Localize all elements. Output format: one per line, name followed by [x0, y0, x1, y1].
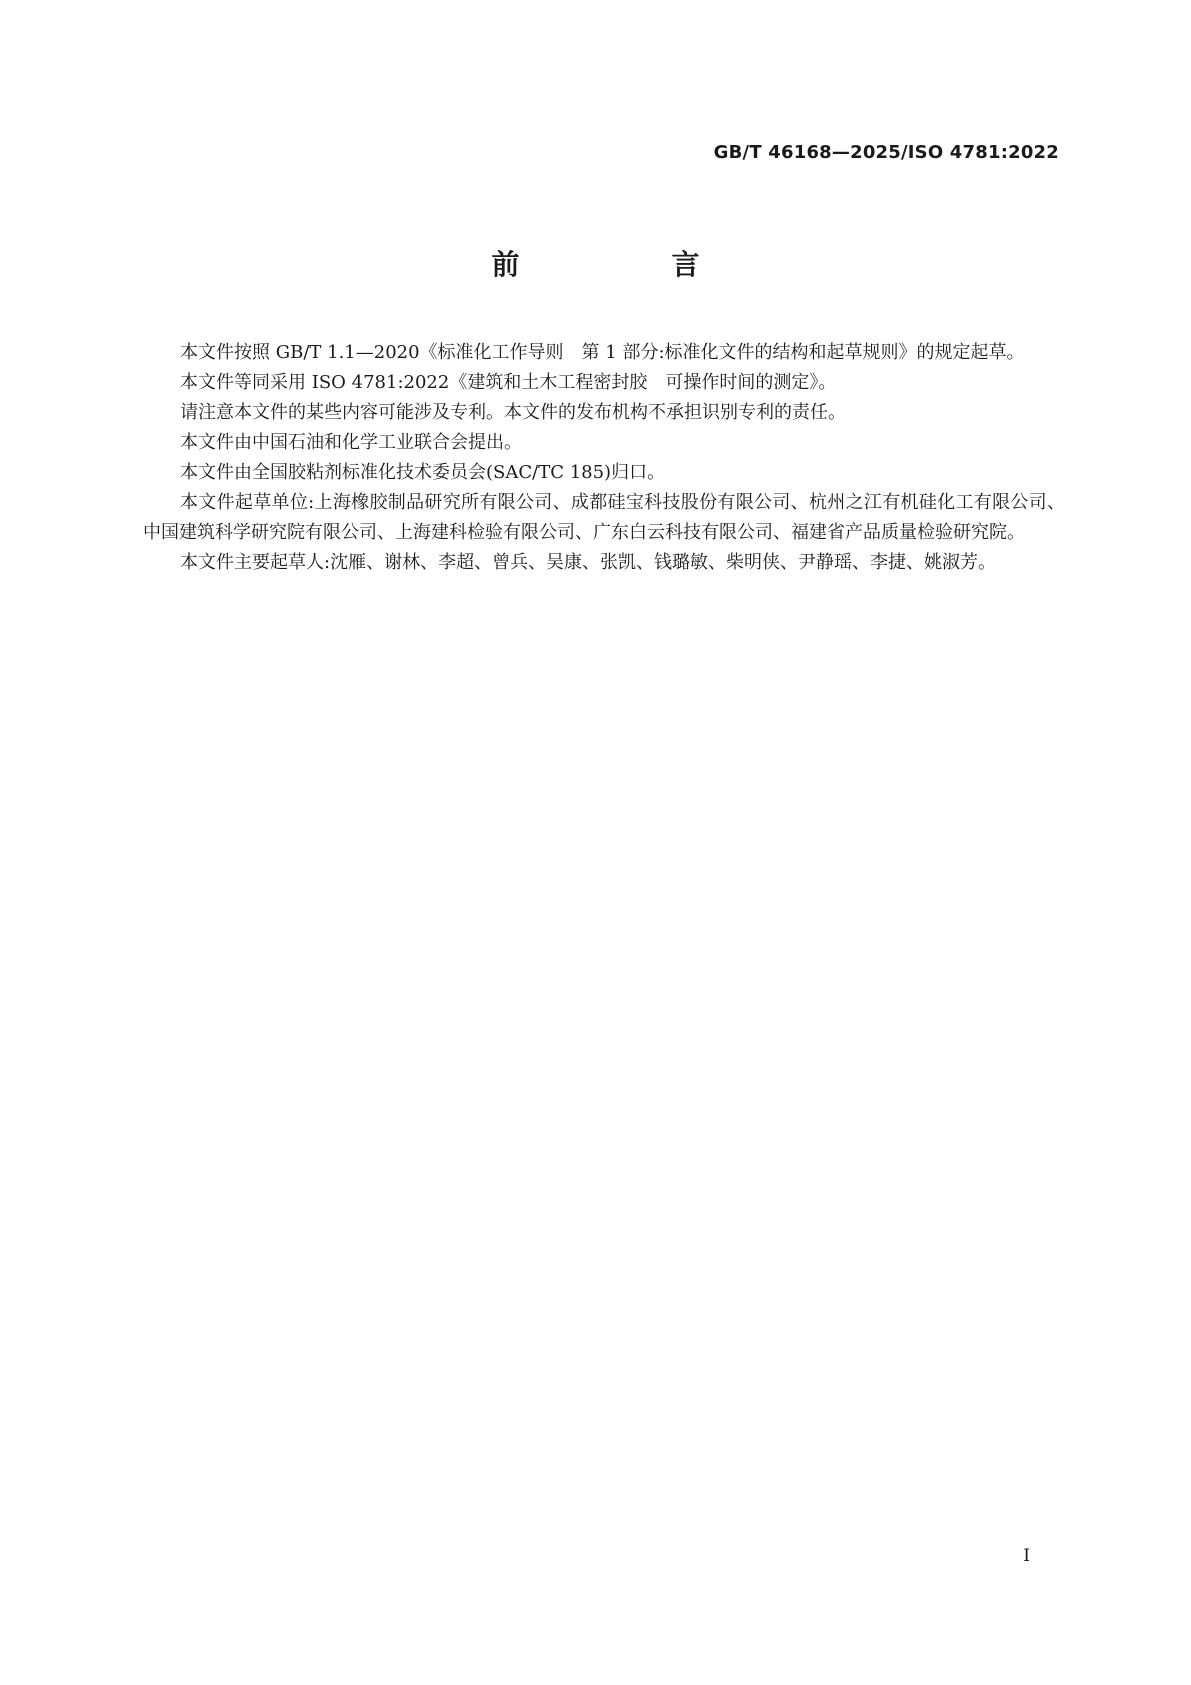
paragraph-drafting-rules: 本文件按照 GB/T 1.1—2020《标准化工作导则 第 1 部分:标准化文件的结构和起草规则》的规定起草。 — [180, 342, 1025, 363]
paragraph-patent-notice: 请注意本文件的某些内容可能涉及专利。本文件的发布机构不承担识别专利的责任。 — [180, 402, 846, 423]
paragraph-adoption: 本文件等同采用 ISO 4781:2022《建筑和土木工程密封胶 可操作时间的测定》。 — [180, 372, 837, 393]
paragraph-drafting-units: 本文件起草单位:上海橡胶制品研究所有限公司、成都硅宝科技股份有限公司、杭州之江有机硅化工有限公司、中国建筑科学研究院有限公司、上海建科检验有限公司、广东白云科技有限公司、福建省产品质量检验研究院。 — [143, 492, 1065, 543]
paragraph-committee: 本文件由全国胶粘剂标准化技术委员会(SAC/TC 185)归口。 — [180, 462, 666, 483]
paragraph-proposer: 本文件由中国石油和化学工业联合会提出。 — [180, 432, 522, 453]
page-title: 前 言 — [491, 248, 762, 281]
foreword-body — [143, 338, 1065, 578]
paragraph-drafters: 本文件主要起草人:沈雁、谢林、李超、曾兵、吴康、张凯、钱璐敏、柴明侠、尹静瑶、李捷、姚淑芳。 — [180, 552, 997, 573]
page-number: I — [1023, 1546, 1030, 1566]
document-code: GB/T 46168—2025/ISO 4781:2022 — [713, 142, 1059, 163]
